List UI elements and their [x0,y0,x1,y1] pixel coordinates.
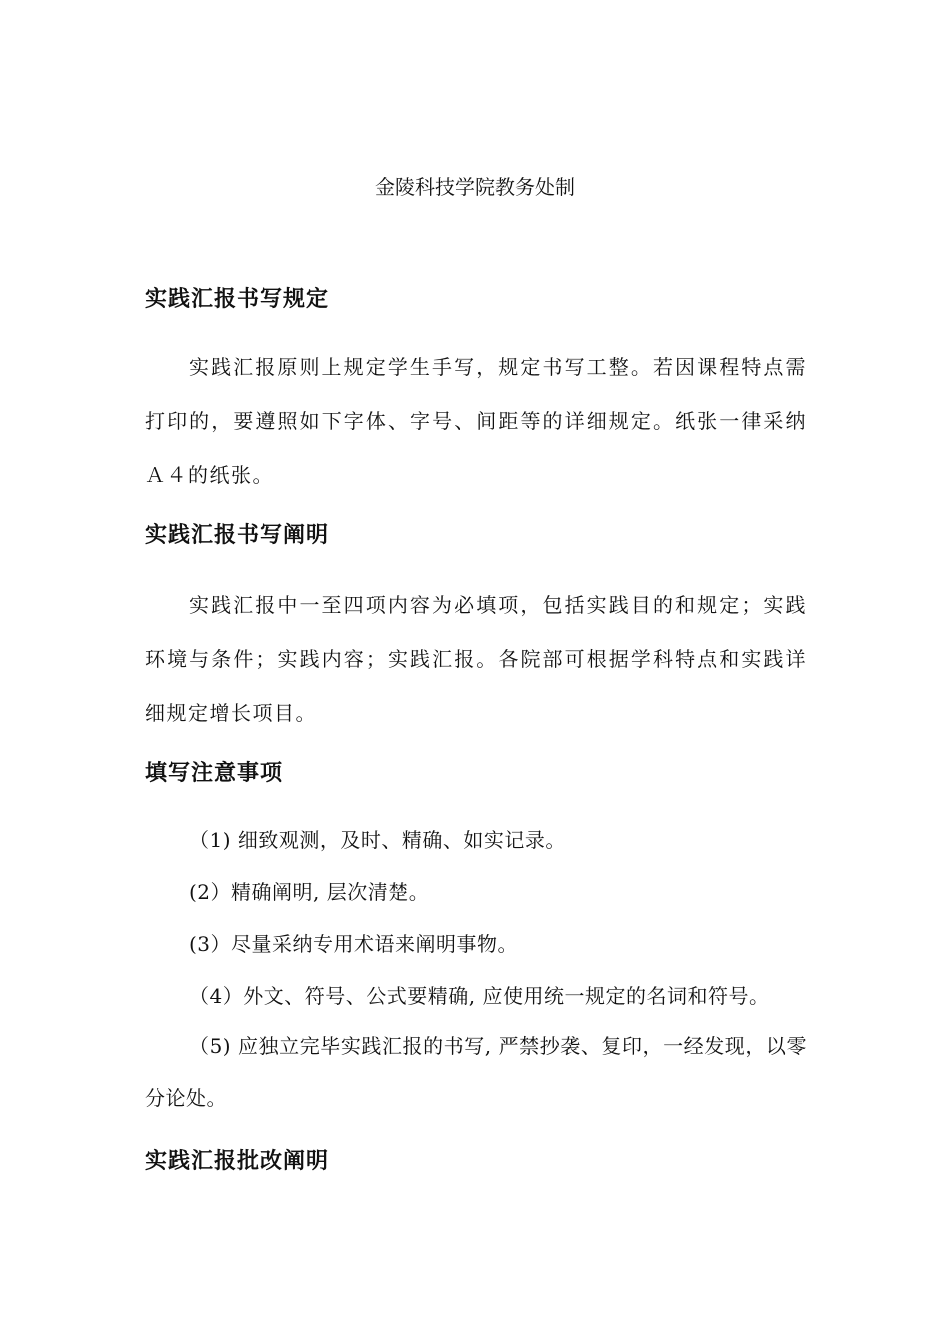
note-item-2: (2）精确阐明, 层次清楚。 [189,880,430,904]
section-body-writing-explanation: 实践汇报中一至四项内容为必填项，包括实践目的和规定；实践环境与条件；实践内容；实践汇报。各院部可根据学科特点和实践详细规定增长项目。 [145,593,807,725]
note-item-5: （5) 应独立完毕实践汇报的书写, 严禁抄袭、复印，一经发现，以零分论处。 [145,1034,807,1110]
section-heading-writing-rules: 实践汇报书写规定 [145,287,330,312]
note-item-3: (3）尽量采纳专用术语来阐明事物。 [189,932,519,956]
issuer-line: 金陵科技学院教务处制 [375,175,575,199]
section-heading-grading-explanation: 实践汇报批改阐明 [145,1149,330,1174]
section-body-writing-rules: 实践汇报原则上规定学生手写，规定书写工整。若因课程特点需打印的，要遵照如下字体、字号、间距等的详细规定。纸张一律采纳Ａ４的纸张。 [145,355,807,487]
section-heading-filling-notes: 填写注意事项 [145,761,284,786]
note-item-1: （1) 细致观测，及时、精确、如实记录。 [189,828,566,852]
section-heading-writing-explanation: 实践汇报书写阐明 [145,523,330,548]
note-item-4: （4）外文、符号、公式要精确, 应使用统一规定的名词和符号。 [189,984,770,1008]
